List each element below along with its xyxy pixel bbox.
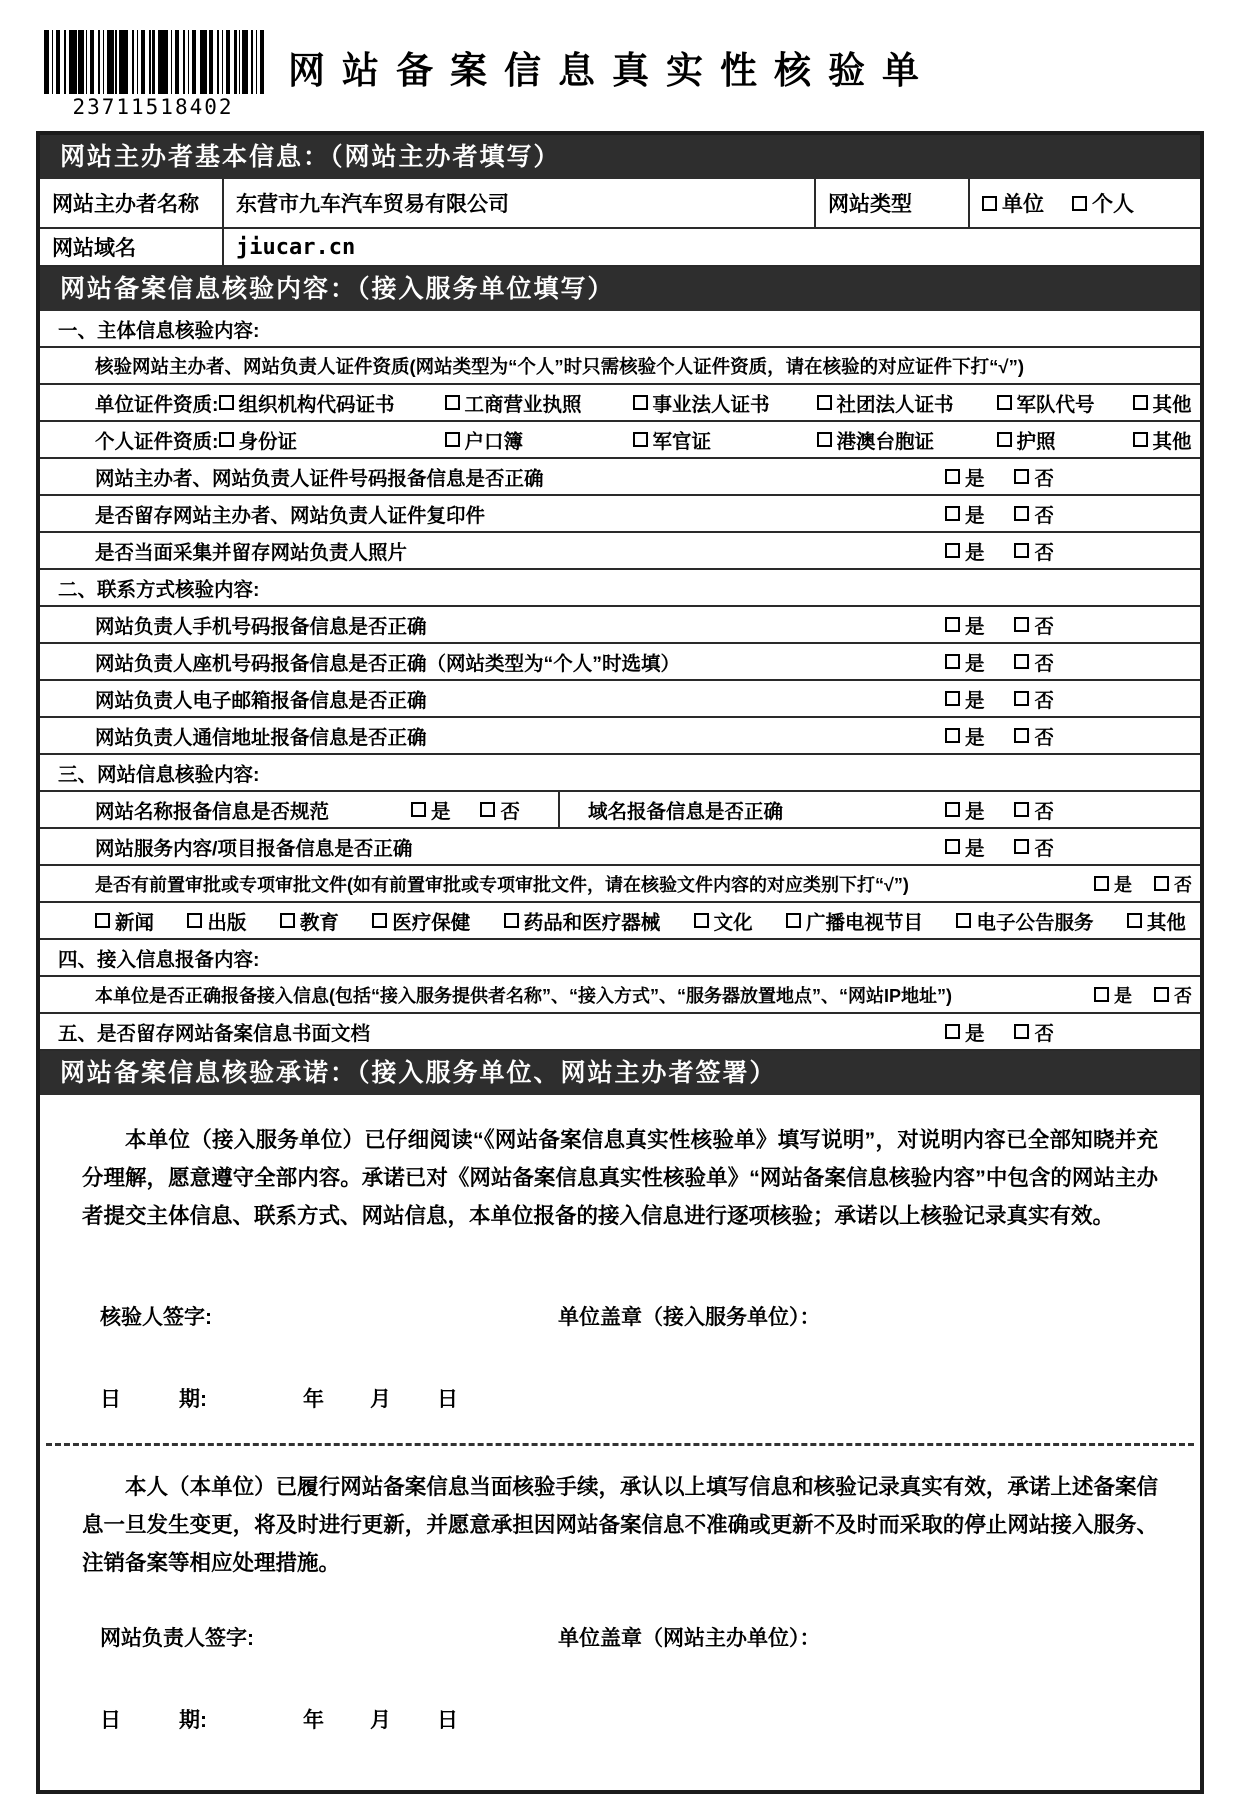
row-label: 网站服务内容/项目报备信息是否正确 — [95, 837, 413, 860]
option-label: 其他 — [1152, 393, 1192, 416]
checkbox-option — [1133, 389, 1201, 417]
checkbox[interactable] — [945, 728, 960, 743]
option-label: 药品和医疗器械 — [523, 911, 661, 934]
checkbox[interactable] — [1094, 987, 1109, 1002]
barcode-image — [44, 30, 264, 94]
checkbox[interactable] — [1072, 196, 1087, 211]
promise-paragraph-isp: 本单位（接入服务单位）已仔细阅读“《网站备案信息真实性核验单》填写说明”，对说明内容已全部知晓并充分理解，愿意遵守全部内容。承诺已对《网站备案信息真实性核验单》“网站备案信息核验内容”中包含的网站主办者提交主体信息、联系方式、网站信息，本单位报备的接入信息进行逐项核验；承诺以上核验记录真实有效。 — [82, 1128, 1158, 1228]
section1-header: 网站主办者基本信息：（网站主办者填写） — [40, 135, 1200, 179]
option-label: 新闻 — [115, 911, 155, 934]
verifier-signature-label: 核验人签字: — [100, 1306, 212, 1329]
checkbox[interactable] — [1133, 395, 1148, 410]
year-word: 年 — [303, 1709, 324, 1732]
verify-row-question — [40, 681, 1200, 718]
domain-value[interactable]: jiucar.cn — [222, 229, 1200, 265]
checkbox[interactable] — [945, 691, 960, 706]
checkbox[interactable] — [945, 469, 960, 484]
checkbox-option — [694, 907, 753, 935]
site-manager-signature-label: 网站负责人签字: — [100, 1627, 254, 1650]
checkbox[interactable] — [1094, 876, 1109, 891]
period-word: 期: — [179, 1709, 207, 1732]
checkbox[interactable] — [187, 913, 202, 928]
verify-row-section-question — [40, 1014, 1200, 1051]
checkbox-option — [1154, 982, 1192, 1008]
row-label: 网站主办者、网站负责人证件号码报备信息是否正确 — [95, 467, 544, 490]
promise-section — [40, 1095, 1200, 1790]
verify-row-section — [40, 570, 1200, 607]
site-type-options — [968, 179, 1200, 227]
checkbox[interactable] — [1014, 617, 1029, 632]
date-row-isp — [40, 1383, 1200, 1413]
row-label: 一、主体信息核验内容: — [58, 319, 260, 342]
sign-row-site-manager — [40, 1622, 1200, 1652]
checkbox[interactable] — [945, 839, 960, 854]
row-label: 是否留存网站主办者、网站负责人证件复印件 — [95, 504, 486, 527]
split-cell-right — [560, 792, 1200, 827]
checkbox[interactable] — [1014, 728, 1029, 743]
row-label: 三、网站信息核验内容: — [58, 763, 260, 786]
checkbox[interactable] — [1014, 469, 1029, 484]
checkbox-option — [1014, 537, 1054, 565]
checkbox[interactable] — [95, 913, 110, 928]
checkbox-option — [480, 796, 520, 824]
checkbox-option — [219, 426, 445, 454]
checkbox[interactable] — [1154, 876, 1169, 891]
date-word: 日 — [100, 1709, 121, 1732]
checkbox[interactable] — [817, 432, 832, 447]
checkbox[interactable] — [1133, 432, 1148, 447]
checkbox[interactable] — [1014, 654, 1029, 669]
site-type-label: 网站类型 — [814, 179, 968, 227]
checkbox-option — [945, 611, 985, 639]
checkbox[interactable] — [997, 395, 1012, 410]
site-type-option-personal — [1072, 188, 1134, 218]
yes-no-group — [945, 796, 1054, 824]
verify-row-options — [40, 422, 1200, 459]
checkbox-option — [1014, 611, 1054, 639]
option-label: 否 — [1034, 541, 1054, 564]
option-label: 广播电视节目 — [806, 911, 924, 934]
checkbox[interactable] — [945, 506, 960, 521]
checkbox-option — [504, 907, 661, 935]
checkbox-option — [945, 685, 985, 713]
yes-no-group — [945, 463, 1054, 491]
page-title: 网站备案信息真实性核验单 — [288, 50, 936, 91]
verify-row-question — [40, 533, 1200, 570]
checkbox[interactable] — [945, 543, 960, 558]
yes-no-group — [945, 500, 1054, 528]
verify-row-checklist — [40, 903, 1200, 940]
option-label: 是 — [964, 1022, 985, 1045]
row-label: 单位证件资质: — [95, 393, 219, 416]
option-label: 军官证 — [652, 430, 712, 453]
option-label: 否 — [1034, 800, 1054, 823]
checkbox[interactable] — [504, 913, 519, 928]
row-label: 是否有前置审批或专项审批文件(如有前置审批或专项审批文件，请在核验文件内容的对应类别下打“√”) — [95, 874, 909, 895]
checkbox[interactable] — [1014, 1024, 1029, 1039]
section3-header: 网站备案信息核验承诺：（接入服务单位、网站主办者签署） — [40, 1051, 1200, 1095]
option-label: 个人 — [1092, 193, 1134, 216]
option-label: 电子公告服务 — [976, 911, 1094, 934]
yes-no-group — [1094, 871, 1192, 897]
checkbox-option — [219, 389, 445, 417]
checkbox-option — [1014, 500, 1054, 528]
domain-label: 网站域名 — [52, 237, 136, 260]
option-label: 否 — [1034, 689, 1054, 712]
form-box — [36, 131, 1204, 1794]
checkbox[interactable] — [219, 432, 234, 447]
date-word: 日 — [100, 1388, 121, 1411]
yes-no-group — [945, 537, 1054, 565]
row-label: 网站负责人手机号码报备信息是否正确 — [95, 615, 427, 638]
verify-row-question — [40, 829, 1200, 866]
option-label: 否 — [1034, 837, 1054, 860]
option-label: 教育 — [299, 911, 339, 934]
checkbox-option — [1133, 426, 1201, 454]
bottom-spacer — [40, 1734, 1200, 1790]
checkbox-option — [817, 389, 997, 417]
day-word: 日 — [437, 1709, 458, 1732]
checkbox[interactable] — [945, 1024, 960, 1039]
yes-no-group — [945, 1018, 1054, 1046]
date-row-organizer — [40, 1704, 1200, 1734]
checkbox-option — [1014, 648, 1054, 676]
verify-row-split — [40, 792, 1200, 829]
day-word: 日 — [437, 1388, 458, 1411]
option-label: 否 — [1034, 615, 1054, 638]
row-label: 网站名称报备信息是否规范 — [95, 800, 330, 823]
checkbox[interactable] — [372, 913, 387, 928]
checkbox-option — [411, 796, 451, 824]
row-label: 网站负责人电子邮箱报备信息是否正确 — [95, 689, 427, 712]
row-label: 域名报备信息是否正确 — [588, 800, 784, 823]
checkbox-option — [1094, 871, 1132, 897]
yes-no-group — [411, 796, 520, 824]
row-label: 五、是否留存网站备案信息书面文档 — [58, 1022, 371, 1045]
split-cell-left — [40, 792, 560, 827]
promise-paragraph-organizer: 本人（本单位）已履行网站备案信息当面核验手续，承认以上填写信息和核验记录真实有效，承诺上述备案信息一旦发生变更，将及时进行更新，并愿意承担因网站备案信息不准确或更新不及时而采取的停止网站接入服务、注销备案等相应处理措施。 — [82, 1475, 1158, 1575]
checkbox-option — [187, 907, 246, 935]
option-label: 否 — [1034, 1022, 1054, 1045]
checkbox-option — [945, 1018, 985, 1046]
checkbox-option — [1014, 685, 1054, 713]
checkbox-option — [1094, 982, 1132, 1008]
verify-row-question-tight — [40, 977, 1200, 1014]
option-label: 是 — [964, 615, 985, 638]
option-label: 事业法人证书 — [652, 393, 770, 416]
row-label: 四、接入信息报备内容: — [58, 948, 260, 971]
yes-no-group — [945, 685, 1054, 713]
yes-no-group — [945, 722, 1054, 750]
checkbox[interactable] — [219, 395, 234, 410]
checkbox-option — [1014, 796, 1054, 824]
section2-header: 网站备案信息核验内容：（接入服务单位填写） — [40, 267, 1200, 311]
option-label: 否 — [1034, 504, 1054, 527]
isp-seal-label: 单位盖章（接入服务单位）： — [558, 1306, 821, 1329]
checkbox-option — [945, 648, 985, 676]
site-type-option-unit — [982, 188, 1044, 218]
checkbox-option — [445, 426, 633, 454]
checkbox[interactable] — [786, 913, 801, 928]
verify-row-question — [40, 644, 1200, 681]
checkbox-option — [817, 426, 997, 454]
checkbox-option — [945, 537, 985, 565]
checkbox[interactable] — [1127, 913, 1142, 928]
checkbox-option — [1014, 1018, 1054, 1046]
option-label: 医疗保健 — [392, 911, 471, 934]
option-label: 军队代号 — [1016, 393, 1095, 416]
verify-row-question-tight — [40, 866, 1200, 903]
organizer-seal-label: 单位盖章（网站主办单位）： — [558, 1627, 821, 1650]
checkbox-option — [1154, 871, 1192, 897]
option-label: 单位 — [1002, 193, 1044, 216]
organizer-row — [40, 179, 1200, 229]
period-word: 期: — [179, 1388, 207, 1411]
checkbox-option — [1014, 833, 1054, 861]
row-label: 网站负责人通信地址报备信息是否正确 — [95, 726, 427, 749]
option-label: 户口簿 — [464, 430, 524, 453]
checkbox[interactable] — [945, 802, 960, 817]
option-label: 是 — [964, 467, 985, 490]
option-label: 港澳台胞证 — [836, 430, 935, 453]
option-label: 是 — [1114, 874, 1132, 895]
verification-rows — [40, 311, 1200, 1051]
option-label: 否 — [1034, 652, 1054, 675]
verify-row-note — [40, 348, 1200, 385]
option-label: 工商营业执照 — [464, 393, 582, 416]
checkbox[interactable] — [997, 432, 1012, 447]
yes-no-group — [945, 611, 1054, 639]
checkbox-option — [956, 907, 1093, 935]
checkbox[interactable] — [411, 802, 426, 817]
option-label: 其他 — [1146, 911, 1186, 934]
month-word: 月 — [370, 1388, 391, 1411]
row-label: 二、联系方式核验内容: — [58, 578, 260, 601]
checkbox[interactable] — [633, 432, 648, 447]
verify-row-options — [40, 385, 1200, 422]
option-label: 否 — [1174, 985, 1192, 1006]
option-label: 是 — [1114, 985, 1132, 1006]
option-label: 是 — [964, 837, 985, 860]
verify-row-question — [40, 718, 1200, 755]
option-label: 是 — [964, 541, 985, 564]
checkbox-option — [1127, 907, 1186, 935]
checkbox-option — [997, 389, 1133, 417]
checkbox-option — [1014, 463, 1054, 491]
option-label: 是 — [964, 800, 985, 823]
checkbox[interactable] — [1154, 987, 1169, 1002]
checkbox[interactable] — [945, 617, 960, 632]
option-label: 其他 — [1152, 430, 1192, 453]
checkbox[interactable] — [1014, 506, 1029, 521]
sign-row-verifier — [40, 1301, 1200, 1331]
option-label: 文化 — [713, 911, 753, 934]
checkbox[interactable] — [982, 196, 997, 211]
checkbox[interactable] — [445, 432, 460, 447]
yes-no-group — [1094, 982, 1192, 1008]
checkbox-option — [945, 463, 985, 491]
row-label: 是否当面采集并留存网站负责人照片 — [95, 541, 408, 564]
checkbox[interactable] — [633, 395, 648, 410]
option-label: 是 — [964, 652, 985, 675]
row-label: 本单位是否正确报备接入信息(包括“接入服务提供者名称”、“接入方式”、“服务器放置地点”、“网站IP地址”) — [95, 985, 952, 1006]
verify-row-section — [40, 940, 1200, 977]
checkbox-option — [280, 907, 339, 935]
checkbox-option — [945, 500, 985, 528]
yes-no-group — [945, 648, 1054, 676]
checkbox-option — [95, 907, 154, 935]
domain-row — [40, 229, 1200, 267]
checkbox[interactable] — [445, 395, 460, 410]
option-label: 身份证 — [238, 430, 298, 453]
organizer-name-label: 网站主办者名称 — [52, 193, 199, 216]
row-label: 个人证件资质: — [95, 430, 219, 453]
barcode-number: 23711518402 — [72, 95, 234, 119]
checkbox[interactable] — [1014, 543, 1029, 558]
checkbox[interactable] — [1014, 691, 1029, 706]
checkbox[interactable] — [1014, 802, 1029, 817]
row-label: 网站负责人座机号码报备信息是否正确（网站类型为“个人”时选填） — [95, 652, 681, 675]
option-label: 是 — [964, 504, 985, 527]
checkbox-option — [1014, 722, 1054, 750]
verify-row-section — [40, 755, 1200, 792]
option-label: 是 — [430, 800, 451, 823]
year-word: 年 — [303, 1388, 324, 1411]
checkbox-option — [633, 389, 817, 417]
option-label: 否 — [1174, 874, 1192, 895]
option-label: 是 — [964, 726, 985, 749]
option-label: 否 — [1034, 726, 1054, 749]
checkbox-option — [945, 722, 985, 750]
checkbox[interactable] — [1014, 839, 1029, 854]
option-label: 组织机构代码证书 — [238, 393, 395, 416]
page-header — [44, 30, 1204, 119]
checkbox[interactable] — [956, 913, 971, 928]
checkbox-option — [786, 907, 923, 935]
dashed-divider — [46, 1443, 1194, 1446]
month-word: 月 — [370, 1709, 391, 1732]
checkbox-option — [445, 389, 633, 417]
checkbox-option — [945, 796, 985, 824]
checkbox[interactable] — [945, 654, 960, 669]
option-label: 出版 — [207, 911, 247, 934]
checkbox-option — [997, 426, 1133, 454]
verify-row-question — [40, 459, 1200, 496]
verify-row-question — [40, 607, 1200, 644]
checkbox[interactable] — [817, 395, 832, 410]
yes-no-group — [945, 833, 1054, 861]
checkbox-option — [372, 907, 470, 935]
option-label: 否 — [500, 800, 520, 823]
verify-row-question — [40, 496, 1200, 533]
organizer-name-value[interactable]: 东营市九车汽车贸易有限公司 — [222, 179, 814, 227]
option-label: 护照 — [1016, 430, 1056, 453]
barcode-block — [44, 30, 262, 119]
checkbox[interactable] — [280, 913, 295, 928]
checkbox[interactable] — [694, 913, 709, 928]
option-label: 否 — [1034, 467, 1054, 490]
option-label: 是 — [964, 689, 985, 712]
row-label: 核验网站主办者、网站负责人证件资质(网站类型为“个人”时只需核验个人证件资质，请在核验的对应证件下打“√”) — [95, 355, 1024, 377]
checkbox-option — [945, 833, 985, 861]
verify-row-section — [40, 311, 1200, 348]
checkbox-option — [633, 426, 817, 454]
checkbox[interactable] — [480, 802, 495, 817]
option-label: 社团法人证书 — [836, 393, 954, 416]
